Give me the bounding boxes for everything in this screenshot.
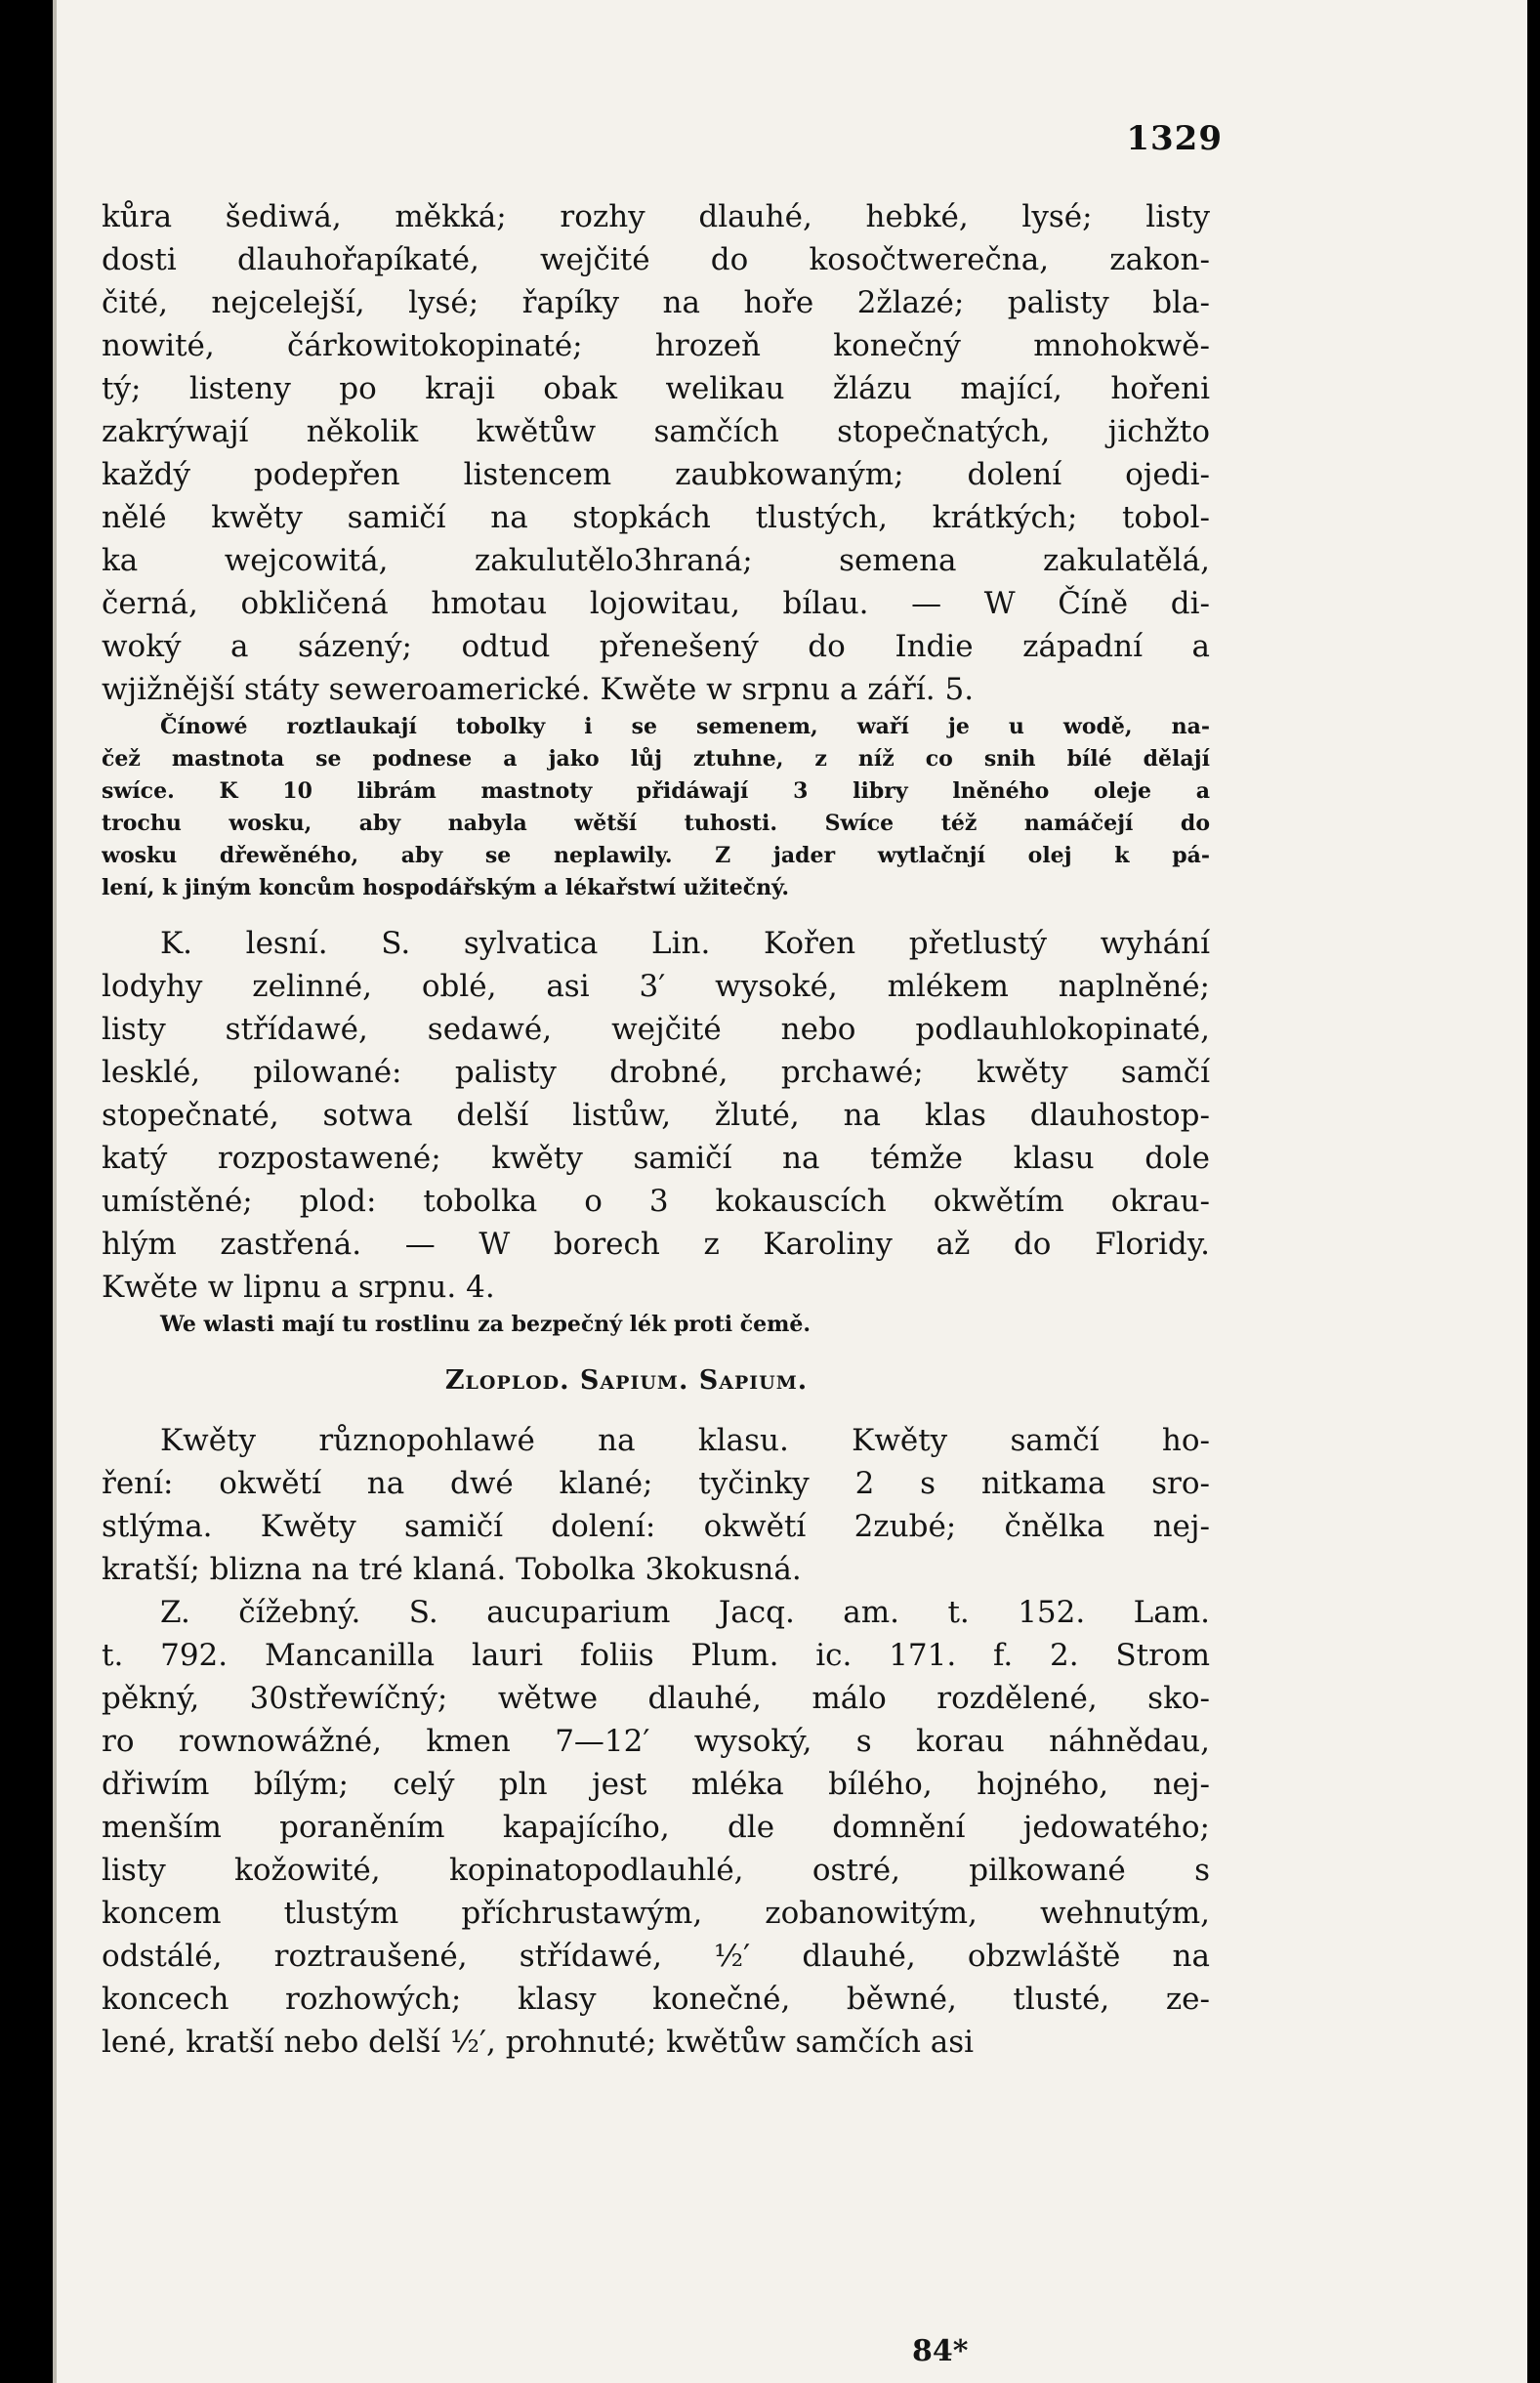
note-chinese-candles <box>102 711 1210 904</box>
signature-mark: 84* <box>912 2334 969 2368</box>
text-line: stopečnaté, sotwa delší listůw, žluté, na klas dlauhostop- <box>102 1098 1210 1133</box>
paragraph-genus-description <box>102 1419 1210 1591</box>
text-line: koncem tlustým příchrustawým, zobanowitým, wehnutým, <box>102 1896 1210 1931</box>
text-line: ka wejcowitá, zakulutělo3hraná; semena zakulatělá, <box>102 543 1210 578</box>
note-line: Čínowé roztlaukají tobolky i se semenem, waří je u wodě, na- <box>160 714 1210 739</box>
text-line: listy střídawé, sedawé, wejčité nebo podlauhlokopinaté, <box>102 1012 1210 1047</box>
text-line: čité, nejcelejší, lysé; řapíky na hoře 2žlazé; palisty bla- <box>102 285 1210 320</box>
text-line: lodyhy zelinné, oblé, asi 3′ wysoké, mlékem naplněné; <box>102 969 1210 1004</box>
text-line: umístěné; plod: tobolka o 3 kokauscích okwětím okrau- <box>102 1184 1210 1219</box>
text-line: stlýma. Kwěty samičí dolení: okwětí 2zubé; čnělka nej- <box>102 1509 1210 1544</box>
text-line: pěkný, 30střewíčný; wětwe dlauhé, málo rozdělené, sko- <box>102 1681 1210 1716</box>
text-line: kratší; blizna na tré klaná. Tobolka 3kokusná. <box>102 1552 802 1587</box>
text-line: t. 792. Mancanilla lauri foliis Plum. ic. 171. f. 2. Strom <box>102 1638 1210 1673</box>
text-line: Z. čížebný. S. aucuparium Jacq. am. t. 152. Lam. <box>160 1595 1210 1630</box>
text-line: nělé kwěty samičí na stopkách tlustých, krátkých; tobol- <box>102 500 1210 535</box>
book-page <box>53 0 1527 2383</box>
note-line: čež mastnota se podnese a jako lůj ztuhne, z níž co snih bílé dělají <box>102 746 1210 772</box>
page-text <box>102 195 1210 2064</box>
genus-heading: Zloplod. Sapium. Sapium. <box>444 1365 809 1396</box>
text-line: černá, obkličená hmotau lojowitau, bílau. — W Číně di- <box>102 586 1210 621</box>
text-line: tý; listeny po kraji obak welikau žlázu mající, hořeni <box>102 371 1210 406</box>
text-line: wjižnější státy seweroamerické. Kwěte w srpnu a září. 5. <box>102 672 975 707</box>
note-line: trochu wosku, aby nabyla wětší tuhosti. Swíce též namáčejí do <box>102 811 1210 836</box>
note-medicinal: We wlasti mají tu rostlinu za bezpečný lék proti čemě. <box>160 1312 812 1337</box>
note-line: swíce. K 10 librám mastnoty přidáwají 3 libry lněného oleje a <box>102 778 1210 804</box>
text-line: kůra šediwá, měkká; rozhy dlauhé, hebké, lysé; listy <box>102 199 1210 234</box>
text-line: lesklé, pilowané: palisty drobné, prchawé; kwěty samčí <box>102 1055 1210 1090</box>
page-number: 1329 <box>1126 119 1223 158</box>
text-line: hlým zastřená. — W borech z Karoliny až do Floridy. <box>102 1227 1210 1262</box>
text-line: Kwěty různopohlawé na klasu. Kwěty samčí ho- <box>160 1423 1210 1458</box>
text-line: odstálé, roztraušené, střídawé, ½′ dlauhé, obzwláště na <box>102 1939 1210 1974</box>
text-line: dosti dlauhořapíkaté, wejčité do kosočtwerečna, zakon- <box>102 242 1210 277</box>
text-line: katý rozpostawené; kwěty samičí na témže klasu dole <box>102 1141 1210 1176</box>
text-line: menším poraněním kapajícího, dle domnění jedowatého; <box>102 1810 1210 1845</box>
text-line: každý podepřen listencem zaubkowaným; dolení ojedi- <box>102 457 1210 492</box>
text-line: nowité, čárkowitokopinaté; hrozeň konečný mnohokwě- <box>102 328 1210 363</box>
text-line: Kwěte w lipnu a srpnu. 4. <box>102 1270 495 1305</box>
text-line: dřiwím bílým; celý pln jest mléka bílého, hojného, nej- <box>102 1767 1210 1802</box>
text-line: listy kožowité, kopinatopodlauhlé, ostré, pilkowané s <box>102 1853 1210 1888</box>
text-line: ro rownowážné, kmen 7—12′ wysoký, s korau náhnědau, <box>102 1724 1210 1759</box>
paragraph-species-1 <box>102 195 1210 711</box>
paragraph-species-aucuparium <box>102 1591 1210 2064</box>
text-line: zakrýwají několik kwětůw samčích stopečnatých, jichžto <box>102 414 1210 449</box>
text-line: woký a sázený; odtud přenešený do Indie západní a <box>102 629 1210 664</box>
note-line: wosku dřewěného, aby se neplawily. Z jader wytlačnjí olej k pá- <box>102 843 1210 868</box>
text-line: lené, kratší nebo delší ½′, prohnuté; kwětůw samčích asi <box>102 2025 975 2060</box>
text-line: koncech rozhowých; klasy konečné, běwné, tlusté, ze- <box>102 1982 1210 2017</box>
text-line: K. lesní. S. sylvatica Lin. Kořen přetlustý wyhání <box>160 926 1210 961</box>
text-line: ření: okwětí na dwé klané; tyčinky 2 s nitkama sro- <box>102 1466 1210 1501</box>
paragraph-species-sylvatica <box>102 922 1210 1309</box>
note-line: lení, k jiným koncům hospodářským a lékařstwí užitečný. <box>102 875 790 900</box>
